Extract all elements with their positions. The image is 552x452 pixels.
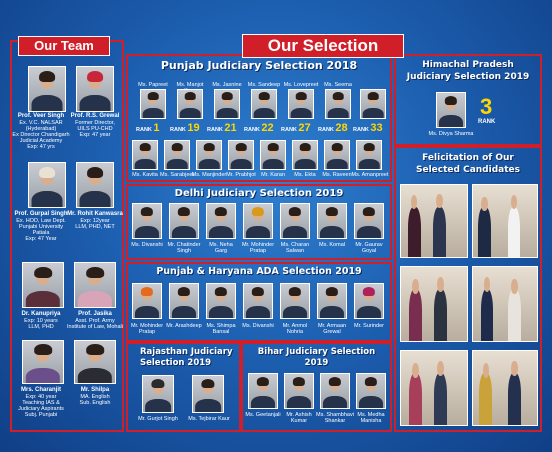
candidate-photo (243, 203, 273, 239)
delhi-title: Delhi Judiciary Selection 2019 (174, 188, 344, 199)
felicitation-title-line1: Felicitation of Our (422, 153, 514, 163)
candidate-photo (248, 373, 278, 409)
candidate-photo (192, 375, 224, 413)
candidate-photo (356, 140, 382, 170)
candidate-photo (132, 203, 162, 239)
rank-badge: RANK 22 (244, 122, 274, 134)
bihar-title-line2: 2019 (304, 358, 329, 368)
rank-number: 3 (480, 94, 493, 119)
candidate-photo (164, 140, 190, 170)
rank-badge: RANK 1 (136, 122, 160, 134)
team-name: Mr. Rohit Kanwasra (67, 211, 123, 217)
candidate-photo (142, 375, 174, 413)
team-photo (74, 262, 116, 308)
candidate-photo (169, 203, 199, 239)
punjab-title: Punjab Judiciary Selection 2018 (160, 59, 358, 72)
himachal-title-line2: Judiciary Selection 2019 (406, 72, 530, 82)
team-photo (22, 340, 64, 384)
candidate-photo (214, 89, 240, 119)
candidate-photo (292, 140, 318, 170)
candidate-photo (360, 89, 386, 119)
felicitation-photo (400, 350, 468, 426)
felicitation-photo (400, 184, 468, 258)
rank-badge: RANK 28 (318, 122, 348, 134)
himachal-title-line1: Himachal Pradesh (422, 60, 514, 70)
candidate-photo (354, 203, 384, 239)
candidate-photo (317, 283, 347, 319)
candidate-name: Ms. Divya Sharma (428, 131, 474, 137)
team-photo (28, 162, 66, 208)
rank-badge: RANK 33 (353, 122, 383, 134)
team-name: Prof. Gurpal Singh (14, 211, 68, 217)
ada-title: Punjab & Haryana ADA Selection 2019 (156, 266, 362, 277)
our-selection-banner: Our Selection (242, 34, 404, 58)
candidate-photo (325, 89, 351, 119)
team-name: Prof. Veer Singh (17, 113, 65, 119)
candidate-photo (354, 283, 384, 319)
candidate-photo (251, 89, 277, 119)
team-photo (22, 262, 64, 308)
rank-badge: RANK 19 (170, 122, 200, 134)
felicitation-photo (472, 350, 538, 426)
felicitation-photo (400, 266, 468, 342)
rank-badge: RANK 27 (281, 122, 311, 134)
candidate-photo (356, 373, 386, 409)
felicitation-photo (472, 184, 538, 258)
team-name: Prof. Jasika (78, 311, 112, 317)
team-photo (28, 66, 66, 112)
rank-label: RANK (478, 119, 496, 125)
team-name: Prof. R.S. Grewal (70, 113, 120, 119)
candidate-photo (132, 140, 158, 170)
candidate-photo (320, 373, 350, 409)
bihar-title-line1: Bihar Judiciary Selection (257, 347, 376, 357)
selection-poster: Our Team Our Selection Punjab Judiciary Selection 2018 Himachal Pradesh Judiciary Selection 2019 Felicitation of Our Selected Candidates Delhi Judiciary Selection 2019 Punjab & Haryana ADA Selection 2019 Rajasthan Judiciary Selection 2019 Bihar Judiciary Selection 2019 Prof. Veer Singh Ex. V.C. NALSAR (Hyderabad) Ex Director Chandigarh Judicial Academy Exp: 47 yrs Prof. R.S. Grewal Former Director, UILS PU-CHD Exp: 47 year Prof. Gurpal Singh Ex. HOD, Law Dept. Punjabi University Patiala Exp: 47 Year Mr. Rohit Kanwasra Exp: 12year LLM, PHD, NET Dr. Kanupriya Exp: 10 years LLM, PHD Prof. Jasika Asst. Prof. Army Institute of Law, Mohali Mrs. Charanjit Exp: 40 year Teaching IAS & Judiciary Aspirants Subj. Punjabi Mr. Shilpa MA. English Sub. English Ms. Papreet Ms. Manjot Ms. Jasnine Ms. Sandeep Ms. Lovepreet Ms. Seema RANK 1 RANK 19 RANK 21 RANK 22 RANK 27 RANK 28 RANK 33 Ms. Kavita Ms. Sarabjeet Ms. Manjinder Mr. Prabhjot Mr. Karan Ms. Ekta Ms. Raveen Ms. Amanpreet Ms. Divya Sharma 3 RANK Ms. Divanshi Mr. Chatinder Singh Ms. Neha Garg Mr. Mohinder Pratap Ms. Charan Salwan Ms. Komal Mr. Gaurav Goyal Mr. Mohinder Pratap Mr. Arashdeep Ms. Shimpa Bansal Ms. Divanshi Mr. Anmol Nohria Mr. Armaan Grewal Mr. Surinder Mr. Gurjot Singh Ms. Tejbirar Kaur Ms. Geetanjali Mr. Ashish Kumar Ms. Shambhavi Shankar Ms. Medha Manisha (0, 0, 552, 452)
candidate-photo (228, 140, 254, 170)
rajasthan-title-line2: Selection 2019 (140, 358, 212, 368)
candidate-photo (260, 140, 286, 170)
candidate-photo (284, 373, 314, 409)
felicitation-title-line2: Selected Candidates (416, 165, 520, 175)
team-photo (76, 162, 114, 208)
candidate-photo (169, 283, 199, 319)
candidate-photo (280, 203, 310, 239)
rajasthan-title-line1: Rajasthan Judiciary (140, 347, 233, 357)
candidate-photo (206, 203, 236, 239)
candidate-photo (243, 283, 273, 319)
candidate-photo (280, 283, 310, 319)
team-name: Mrs. Charanjit (20, 387, 61, 393)
rank-badge: RANK 21 (207, 122, 237, 134)
candidate-photo (177, 89, 203, 119)
team-name: Mr. Shilpa (80, 387, 110, 393)
team-photo (74, 340, 116, 384)
our-team-banner: Our Team (18, 36, 110, 56)
felicitation-photo (472, 266, 538, 342)
candidate-photo (324, 140, 350, 170)
candidate-photo (132, 283, 162, 319)
team-name: Dr. Kanupriya (21, 311, 61, 317)
team-photo (76, 66, 114, 112)
candidate-photo (317, 203, 347, 239)
candidate-photo (288, 89, 314, 119)
candidate-photo (196, 140, 222, 170)
candidate-photo (436, 92, 466, 128)
candidate-photo (206, 283, 236, 319)
candidate-photo (140, 89, 166, 119)
